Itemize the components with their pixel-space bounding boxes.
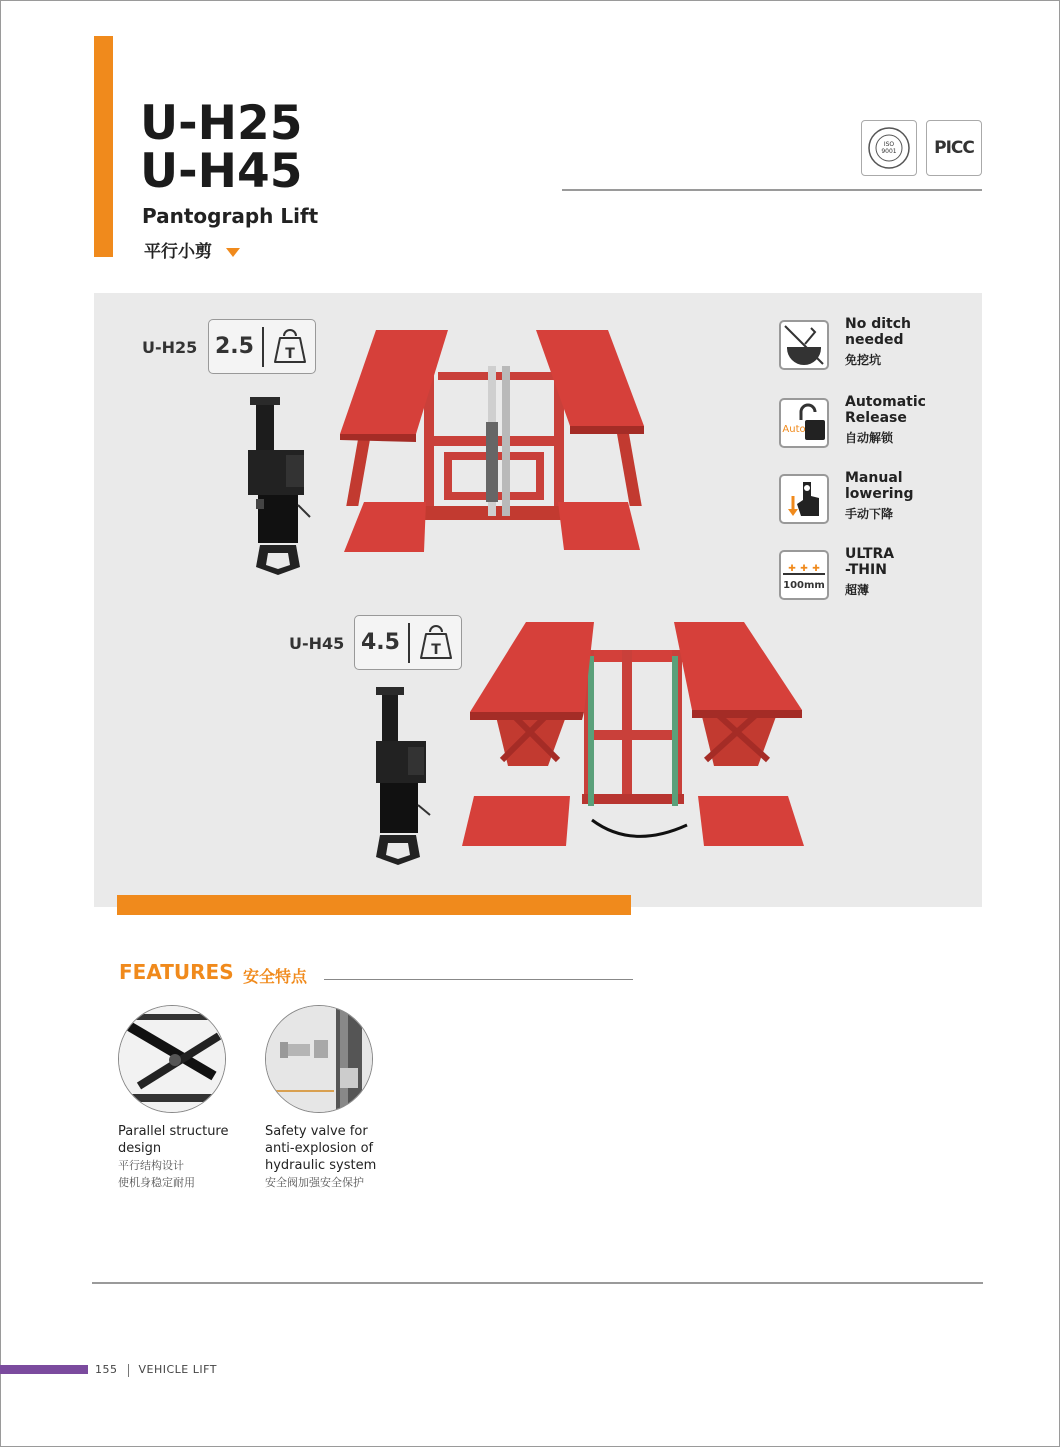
feature-manual-lowering-cn: 手动下降 <box>845 507 894 521</box>
weight-unit: T <box>285 345 295 362</box>
feature-auto-release-en: Automatic Release <box>845 394 926 426</box>
capacity-value: 4.5 <box>361 630 400 655</box>
feature-parallel-structure-cn2: 使机身稳定耐用 <box>118 1176 195 1189</box>
svg-text:✚: ✚ <box>800 564 808 574</box>
svg-text:Auto: Auto <box>782 424 806 435</box>
capacity-box-uh45 <box>354 615 462 670</box>
triangle-down-icon <box>226 248 240 257</box>
features-divider <box>324 979 633 980</box>
model-title-2: U-H45 <box>140 144 303 199</box>
features-heading: FEATURES <box>119 960 234 984</box>
auto-lock-icon <box>779 398 829 448</box>
product-name-cn <box>144 237 240 262</box>
header-accent-bar <box>94 36 113 257</box>
feature-no-ditch-cn: 免挖坑 <box>845 353 882 367</box>
hydraulic-pump-uh25 <box>242 395 322 577</box>
svg-text:✚: ✚ <box>812 564 820 574</box>
iso-seal-icon <box>866 125 912 171</box>
footer-divider <box>92 1282 983 1284</box>
orange-strip <box>117 895 631 915</box>
ultra-thin-icon <box>779 550 829 600</box>
capacity-box-uh25 <box>208 319 316 374</box>
feature-parallel-structure <box>118 1123 258 1191</box>
capacity-divider <box>408 623 410 663</box>
no-ditch-icon <box>779 320 829 370</box>
svg-text:ISO: ISO <box>883 141 895 148</box>
lift-image-uh25 <box>338 326 650 556</box>
feature-no-ditch-en: No ditch needed <box>845 316 911 348</box>
feature-safety-valve-en: Safety valve for anti-explosion of hydraulic system <box>265 1124 377 1173</box>
weight-icon <box>418 624 454 662</box>
feature-parallel-structure-cn1: 平行结构设计 <box>118 1159 184 1172</box>
features-heading-cn: 安全特点 <box>243 967 308 986</box>
svg-text:100mm: 100mm <box>783 580 825 591</box>
footer-separator <box>128 1364 129 1377</box>
product-name-cn-text: 平行小剪 <box>144 242 212 262</box>
feature-parallel-structure-en: Parallel structure design <box>118 1124 229 1156</box>
hydraulic-pump-uh45 <box>370 685 440 867</box>
picc-text: PICC <box>934 138 974 158</box>
capacity-value: 2.5 <box>215 334 254 359</box>
svg-text:✚: ✚ <box>788 564 796 574</box>
footer-accent-bar <box>0 1365 88 1374</box>
feature-manual-lowering-en: Manual lowering <box>845 470 914 502</box>
feature-auto-release-cn: 自动解锁 <box>845 431 894 445</box>
capacity-divider <box>262 327 264 367</box>
model-title-1: U-H25 <box>140 96 303 151</box>
feature-ultra-thin-cn: 超薄 <box>845 583 870 597</box>
feature-safety-valve-cn1: 安全阀加强安全保护 <box>265 1176 364 1189</box>
iso-cert-badge <box>861 120 917 176</box>
picc-cert-badge <box>926 120 982 176</box>
safety-valve-image <box>265 1005 373 1113</box>
model-label-uh45: U-H45 <box>289 634 345 653</box>
weight-icon <box>272 328 308 366</box>
feature-ultra-thin-en: ULTRA -THIN <box>845 546 895 578</box>
page-title <box>140 96 303 199</box>
product-name-en: Pantograph Lift <box>142 204 319 228</box>
parallel-structure-image <box>118 1005 226 1113</box>
lift-image-uh45 <box>462 620 806 848</box>
page-number: 155 <box>95 1363 118 1376</box>
feature-safety-valve <box>265 1123 385 1191</box>
model-label-uh25: U-H25 <box>142 338 198 357</box>
header-divider <box>562 189 982 191</box>
weight-unit: T <box>431 641 441 658</box>
manual-lowering-icon <box>779 474 829 524</box>
page-footer <box>95 1363 217 1377</box>
svg-text:9001: 9001 <box>881 148 897 155</box>
section-name: VEHICLE LIFT <box>138 1363 217 1376</box>
